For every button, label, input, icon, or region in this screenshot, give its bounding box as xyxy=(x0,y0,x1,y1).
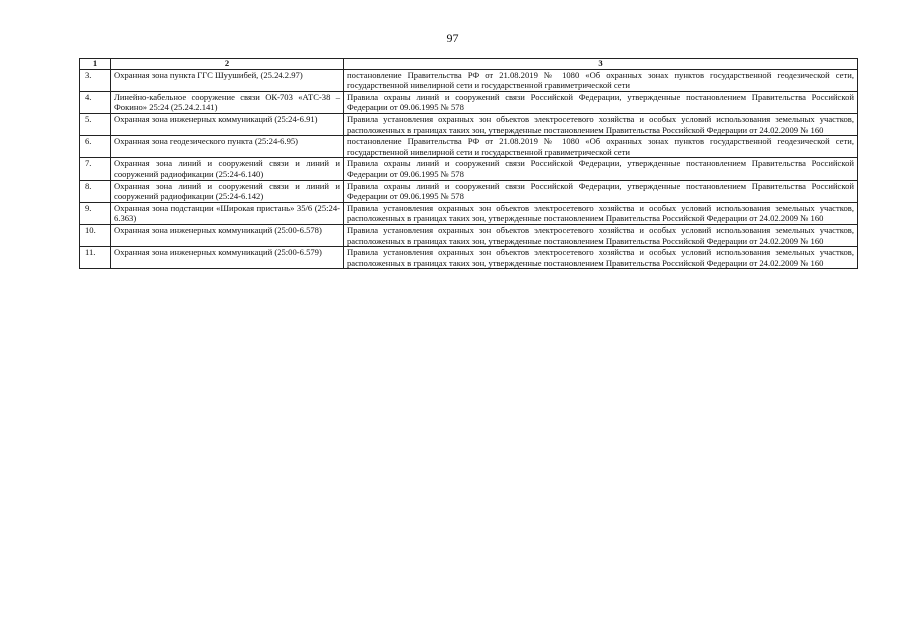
legal-basis: постановление Правительства РФ от 21.08.2019 № 1080 «Об охранных зонах пунктов государственной геодезической сети, государственной нивелирной сети и государственной гравиметрической сети xyxy=(344,69,858,91)
table-row xyxy=(80,247,858,269)
zone-name: Охранная зона линий и сооружений связи и линий и сооружений радиофикации (25:24-6.140) xyxy=(111,158,344,180)
row-number: 7. xyxy=(80,158,111,180)
table-header-row xyxy=(80,59,858,70)
row-number: 9. xyxy=(80,202,111,224)
row-number: 4. xyxy=(80,91,111,113)
legal-basis: Правила охраны линий и сооружений связи Российской Федерации, утвержденные постановлением Правительства Российской Федерации от 09.06.1995 № 578 xyxy=(344,91,858,113)
zone-name: Охранная зона инженерных коммуникаций (25:00-6.579) xyxy=(111,247,344,269)
row-number: 11. xyxy=(80,247,111,269)
table-row xyxy=(80,202,858,224)
zone-name: Охранная зона пункта ГГС Шуушибей, (25.24.2.97) xyxy=(111,69,344,91)
zone-name: Охранная зона линий и сооружений связи и линий и сооружений радиофикации (25:24-6.142) xyxy=(111,180,344,202)
page-number: 97 xyxy=(446,31,459,45)
column-header-zone-name: 2 xyxy=(111,59,344,70)
zone-name: Охранная зона инженерных коммуникаций (25:00-6.578) xyxy=(111,224,344,246)
legal-basis: Правила охраны линий и сооружений связи Российской Федерации, утвержденные постановлением Правительства Российской Федерации от 09.06.1995 № 578 xyxy=(344,158,858,180)
zone-name: Линейно-кабельное сооружение связи ОК-703 «АТС-38 – Фокино» 25:24 (25.24.2.141) xyxy=(111,91,344,113)
row-number: 8. xyxy=(80,180,111,202)
column-header-legal-basis: 3 xyxy=(344,59,858,70)
row-number: 6. xyxy=(80,136,111,158)
zone-name: Охранная зона инженерных коммуникаций (25:24-6.91) xyxy=(111,113,344,135)
legal-basis: Правила охраны линий и сооружений связи Российской Федерации, утвержденные постановлением Правительства Российской Федерации от 09.06.1995 № 578 xyxy=(344,180,858,202)
legal-basis: Правила установления охранных зон объектов электросетевого хозяйства и особых условий использования земельных участков, расположенных в границах таких зон, утвержденные постановлением Правительства Российской Федерации от 24.02.2009 № 160 xyxy=(344,224,858,246)
row-number: 3. xyxy=(80,69,111,91)
table-row xyxy=(80,224,858,246)
table-row xyxy=(80,113,858,135)
legal-basis: Правила установления охранных зон объектов электросетевого хозяйства и особых условий использования земельных участков, расположенных в границах таких зон, утвержденные постановлением Правительства Российской Федерации от 24.02.2009 № 160 xyxy=(344,247,858,269)
zone-name: Охранная зона подстанции «Широкая пристань» 35/6 (25:24-6.363) xyxy=(111,202,344,224)
table-row xyxy=(80,69,858,91)
table-row xyxy=(80,158,858,180)
protection-zones-table xyxy=(79,58,858,269)
row-number: 5. xyxy=(80,113,111,135)
table-row xyxy=(80,136,858,158)
legal-basis: Правила установления охранных зон объектов электросетевого хозяйства и особых условий использования земельных участков, расположенных в границах таких зон, утвержденные постановлением Правительства Российской Федерации от 24.02.2009 № 160 xyxy=(344,202,858,224)
column-header-number: 1 xyxy=(80,59,111,70)
zone-name: Охранная зона геодезического пункта (25:24-6.95) xyxy=(111,136,344,158)
legal-basis: Правила установления охранных зон объектов электросетевого хозяйства и особых условий использования земельных участков, расположенных в границах таких зон, утвержденные постановлением Правительства Российской Федерации от 24.02.2009 № 160 xyxy=(344,113,858,135)
row-number: 10. xyxy=(80,224,111,246)
table-row xyxy=(80,180,858,202)
legal-basis: постановление Правительства РФ от 21.08.2019 № 1080 «Об охранных зонах пунктов государственной геодезической сети, государственной нивелирной сети и государственной гравиметрической сети xyxy=(344,136,858,158)
table-row xyxy=(80,91,858,113)
